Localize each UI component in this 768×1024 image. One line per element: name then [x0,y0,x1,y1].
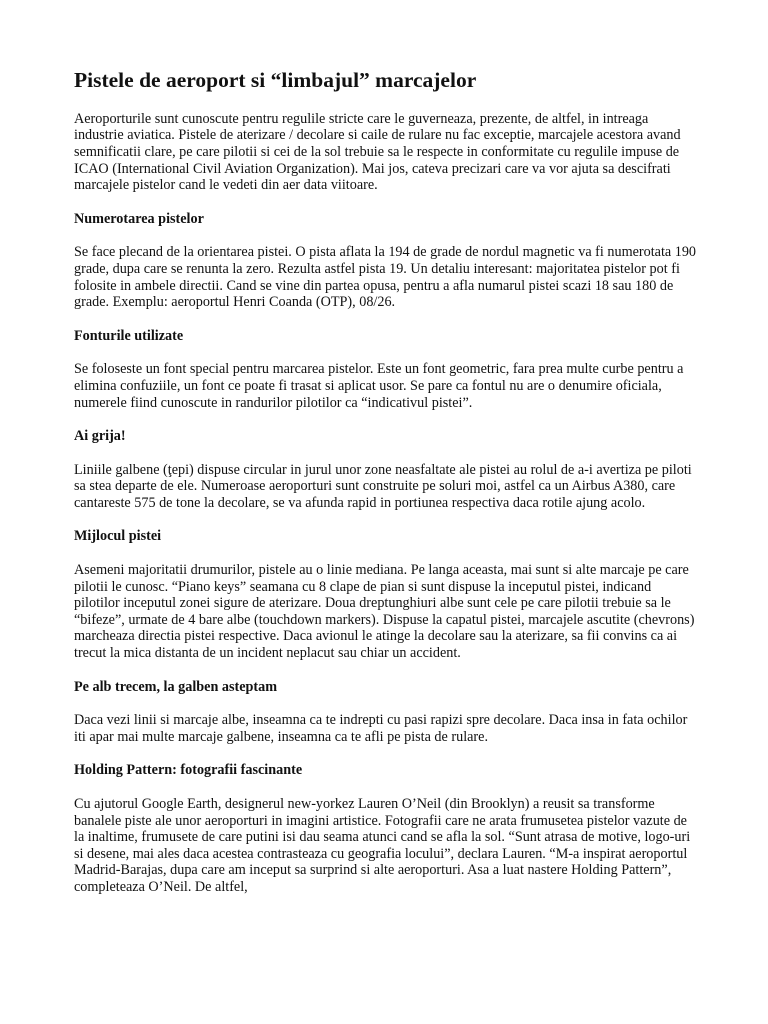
section-body-fonts: Se foloseste un font special pentru marcarea pistelor. Este un font geometric, fara prea multe curbe pentru a elimina confuziile, un font ce poate fi trasat si aplicat usor. Se pare ca fontul nu are o denumire oficiala, numerele fiind cunoscute in randurilor pilotilor ca “indicativul pistei”. [74,361,684,411]
section-heading-warning: Ai grija! [74,428,126,445]
document-title: Pistele de aeroport si “limbajul” marcajelor [74,68,477,92]
section-body-holding-pattern: Cu ajutorul Google Earth, designerul new-yorkez Lauren O’Neil (din Brooklyn) a reusit sa transforme banalele piste ale unor aeroporturi in imagini artistice. Fotografii care ne arata frumusetea pistelor vazute de la inaltime, frumusete de care putini isi dau seama atunci cand se afla la sol. “Sunt atrasa de motive, logo-uri si desene, mai ales daca acestea contrasteaza cu geografia locului”, declara Lauren. “M-a inspirat aeroportul Madrid-Barajas, dupa care am inceput sa surprind si alte aeroporturi. Asa a luat nastere Holding Pattern”, completeaza O’Neil. De altfel, [74,796,691,895]
document-page [74,68,698,896]
section-body-runway-middle: Asemeni majoritatii drumurilor, pistele au o linie mediana. Pe langa aceasta, mai sunt si alte marcaje pe care pilotii le cunosc. “Piano keys” seamana cu 8 clape de pian si sunt dispuse la inceputul pistei, indicand pilotilor inceputul zonei sigure de aterizare. Doua dreptunghiuri albe sunt cele pe care pilotii trebuie sa le “bifeze”, urmate de 4 bare albe (touchdown markers). Dispuse la capatul pistei, marcajele ascutite (chevrons) marcheaza directia pistei respective. Daca avionul le atinge la decolare sau la aterizare, sa fii convins ca ai trecut la mica distanta de un incident neplacut sau chiar un accident. [74,562,695,662]
section-body-runway-numbering: Se face plecand de la orientarea pistei. O pista aflata la 194 de grade de nordul magnetic va fi numerotata 190 grade, dupa care se renunta la zero. Rezulta astfel pista 19. Un detaliu interesant: majoritatea pistelor pot fi folosite in ambele directii. Cand se vine din partea opusa, pentru a afla numarul pistei scazi 18 sau 180 de grade. Exemplu: aeroportul Henri Coanda (OTP), 08/26. [74,244,697,311]
section-heading-white-yellow: Pe alb trecem, la galben asteptam [74,678,278,695]
section-heading-runway-middle: Mijlocul pistei [74,528,162,545]
intro-paragraph: Aeroporturile sunt cunoscute pentru regulile stricte care le guverneaza, prezente, de altfel, in intreaga industrie aviatica. Pistele de aterizare / decolare si caile de rulare nu fac exceptie, marcajele acestora avand semnificatii clare, pe care pilotii si cei de la sol trebuie sa le respecte in conformitate cu regulile impuse de ICAO (International Civil Aviation Organization). Mai jos, cateva precizari care va vor ajuta sa descifrati marcajele pistelor cand le vedeti din aer data viitoare. [74,110,681,194]
section-heading-fonts: Fonturile utilizate [74,327,184,344]
section-body-white-yellow: Daca vezi linii si marcaje albe, inseamna ca te indrepti cu pasi rapizi spre decolare. Daca insa in fata ochilor iti apar mai multe marcaje galbene, inseamna ca te afli pe pista de rulare. [74,712,688,745]
section-heading-holding-pattern: Holding Pattern: fotografii fascinante [74,762,303,779]
section-heading-runway-numbering: Numerotarea pistelor [74,210,204,227]
section-body-warning: Liniile galbene (ţepi) dispuse circular in jurul unor zone neasfaltate ale pistei au rolul de a-i avertiza pe piloti sa stea departe de ele. Numeroase aeroporturi sunt construite pe soluri moi, astfel ca un Airbus A380, care cantareste 575 de tone la decolare, se va afunda rapid in portiunea respectiva daca rotile ajung acolo. [74,461,692,511]
